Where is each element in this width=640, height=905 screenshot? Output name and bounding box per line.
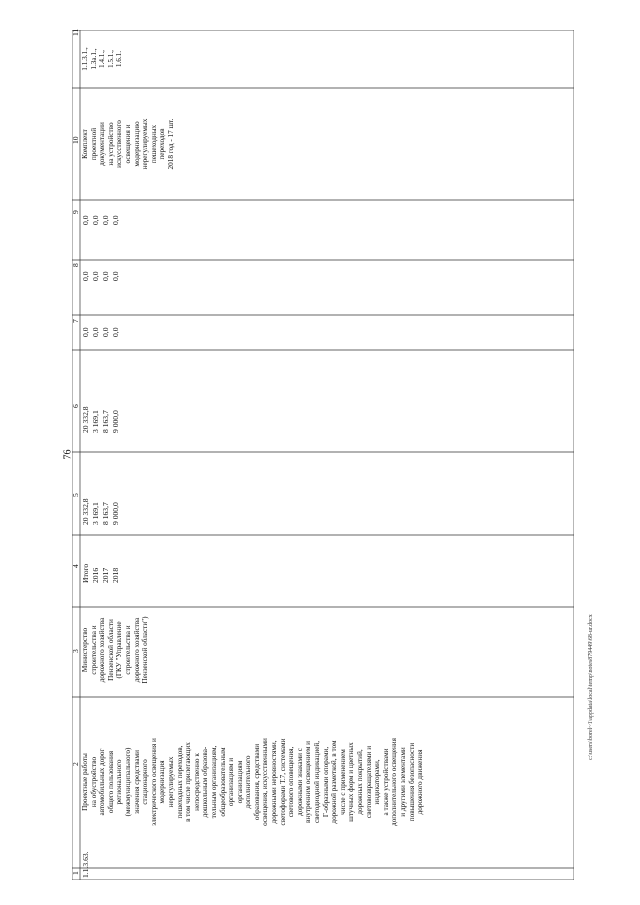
year-2016: 2016 [91,567,100,583]
col9-total: 0,0 [81,215,90,225]
col6-2018: 9 000,0 [111,410,120,433]
col5-total: 20 332,8 [81,498,90,525]
col5-2016: 3 169,1 [91,502,100,525]
col7-2017: 0,0 [101,327,110,337]
col6-2016: 3 169,1 [91,410,100,433]
footer-file-path: c:\users\borel~1\appdata\local\temp\notes879449\68-ur.docx [588,614,594,760]
row-number: 1.1.3.63. [81,851,90,878]
header-col-10: 10 [71,136,80,144]
col6-total: 20 332,8 [81,406,90,433]
col9-2018: 0,0 [111,215,120,225]
executor: Министерство строительства и дорожного хозяйства Пензенской области (ГКУ "Управление строительства и дорожного хозяйства Пензенской области") [81,616,150,684]
header-col-7: 7 [71,319,80,323]
col9-2016: 0,0 [91,215,100,225]
expected-result: Комплект проектной документации на устройство искусственного освещения и модернизацию нерегулируемых пешеходных переходов 2018 год - 17 шт. [81,118,175,170]
col6-2017: 8 163,7 [101,410,110,433]
header-col-1: 1 [71,871,80,875]
year-2018: 2018 [111,567,120,583]
year-total: Итого [81,563,90,583]
header-col-2: 2 [71,762,80,766]
header-col-5: 5 [71,493,80,497]
header-col-8: 8 [71,263,80,267]
col8-2016: 0,0 [91,271,100,281]
page-number: 76 [62,449,74,460]
col8-2018: 0,0 [111,271,120,281]
header-col-6: 6 [71,404,80,408]
header-col-9: 9 [71,210,80,214]
col8-2017: 0,0 [101,271,110,281]
header-col-3: 3 [71,649,80,653]
col8-total: 0,0 [81,271,90,281]
header-col-4: 4 [71,564,80,568]
col7-total: 0,0 [81,327,90,337]
col5-2017: 8 163,7 [101,502,110,525]
col7-2018: 0,0 [111,327,120,337]
col9-2017: 0,0 [101,215,110,225]
col7-2016: 0,0 [91,327,100,337]
measure-name: Проектные работы на обустройство автомобильных дорог общего пользования регионального (межмуниципального) значения средствами стационарного электрического освещения и модернизация нерегулируемых пешеходных переходов, в том числе прилегающих непосредственно к дошкольным образова- тельным организациям, общеобразовательным организациям и организациям дополнительного образования, средствами освещения, искусственными дорожными неровностями, светофорами Т.7, системами светового оповещения, дорожными знаками с внутренним освещением и светодиодной индикацией, Г-образными опорами, дорожной разметкой, в том числе с применением штучных форм и цветных дорожных покрытий, световозвращателями и индикаторами, а также устройствами дополнительного освещения и другими элементами повышения безопасности дорожного движения [81,738,425,826]
indicator-links: 1.1.3.1., 1.3а.1., 1.4.1., 1.5.1., 1.6.1. [81,47,124,71]
header-col-11: 11 [71,28,80,36]
year-2017: 2017 [101,567,110,583]
col5-2018: 9 000,0 [111,502,120,525]
